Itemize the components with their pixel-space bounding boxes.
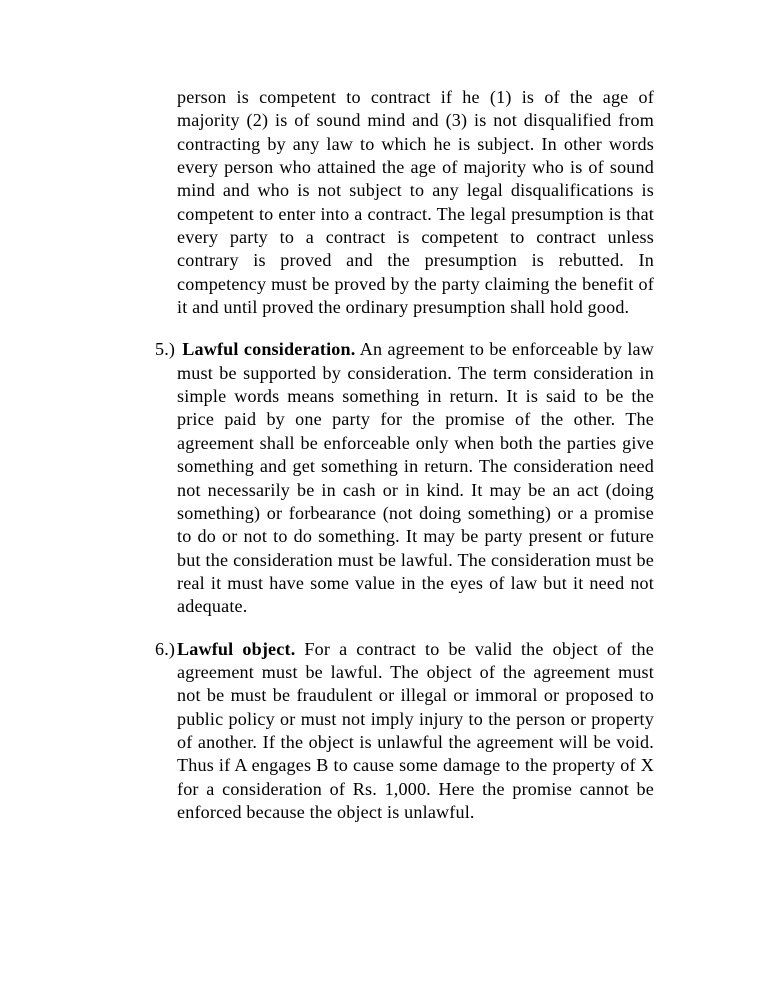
paragraph-body-text: For a contract to be valid the object of the agreement must be lawful. The object of the agreement must not be must be fraudulent or illegal or immoral or proposed to public policy or must not imply injury to the person or property of another. If the object is unlawful the agreement will be void. Thus if A engages B to cause some damage to the property of X for a consideration of Rs. 1,000. Here the promise cannot be enforced because the object is unlawful. — [177, 638, 654, 822]
list-marker-6: 6.) — [155, 638, 176, 659]
paragraph-body-text: person is competent to contract if he (1) is of the age of majority (2) is of sound mind and (3) is not disqualified from contracting by any law to which he is subject. In other words every person who attained the age of majority who is of sound mind and who is not subject to any legal disqualifications is competent to enter into a contract. The legal presumption is that every party to a contract is competent to contract unless contrary is proved and the presumption is rebutted. In competency must be proved by the party claiming the benefit of it and until proved the ordinary presumption shall hold good. — [177, 87, 654, 318]
paragraph-item-lawful-object — [155, 638, 654, 825]
paragraph-item-lawful-consideration — [155, 338, 654, 618]
heading-lawful-object: Lawful object. — [177, 638, 296, 659]
document-text-column — [155, 86, 654, 824]
paragraph-continuation-competency — [155, 86, 654, 319]
paragraph-body-text: An agreement to be enforceable by law must be supported by consideration. The term consideration in simple words means something in return. It is said to be the price paid by one party for the promise of the other. The agreement shall be enforceable only when both the parties give something and get something in return. The consideration need not necessarily be in cash or in kind. It may be an act (doing something) or forbearance (not doing something) or a promise to do or not to do something. It may be party present or future but the consideration must be lawful. The consideration must be real it must have some value in the eyes of law but it need not adequate. — [177, 339, 654, 617]
list-marker-5: 5.) — [155, 339, 176, 360]
heading-lawful-consideration: Lawful consideration. — [182, 339, 356, 360]
